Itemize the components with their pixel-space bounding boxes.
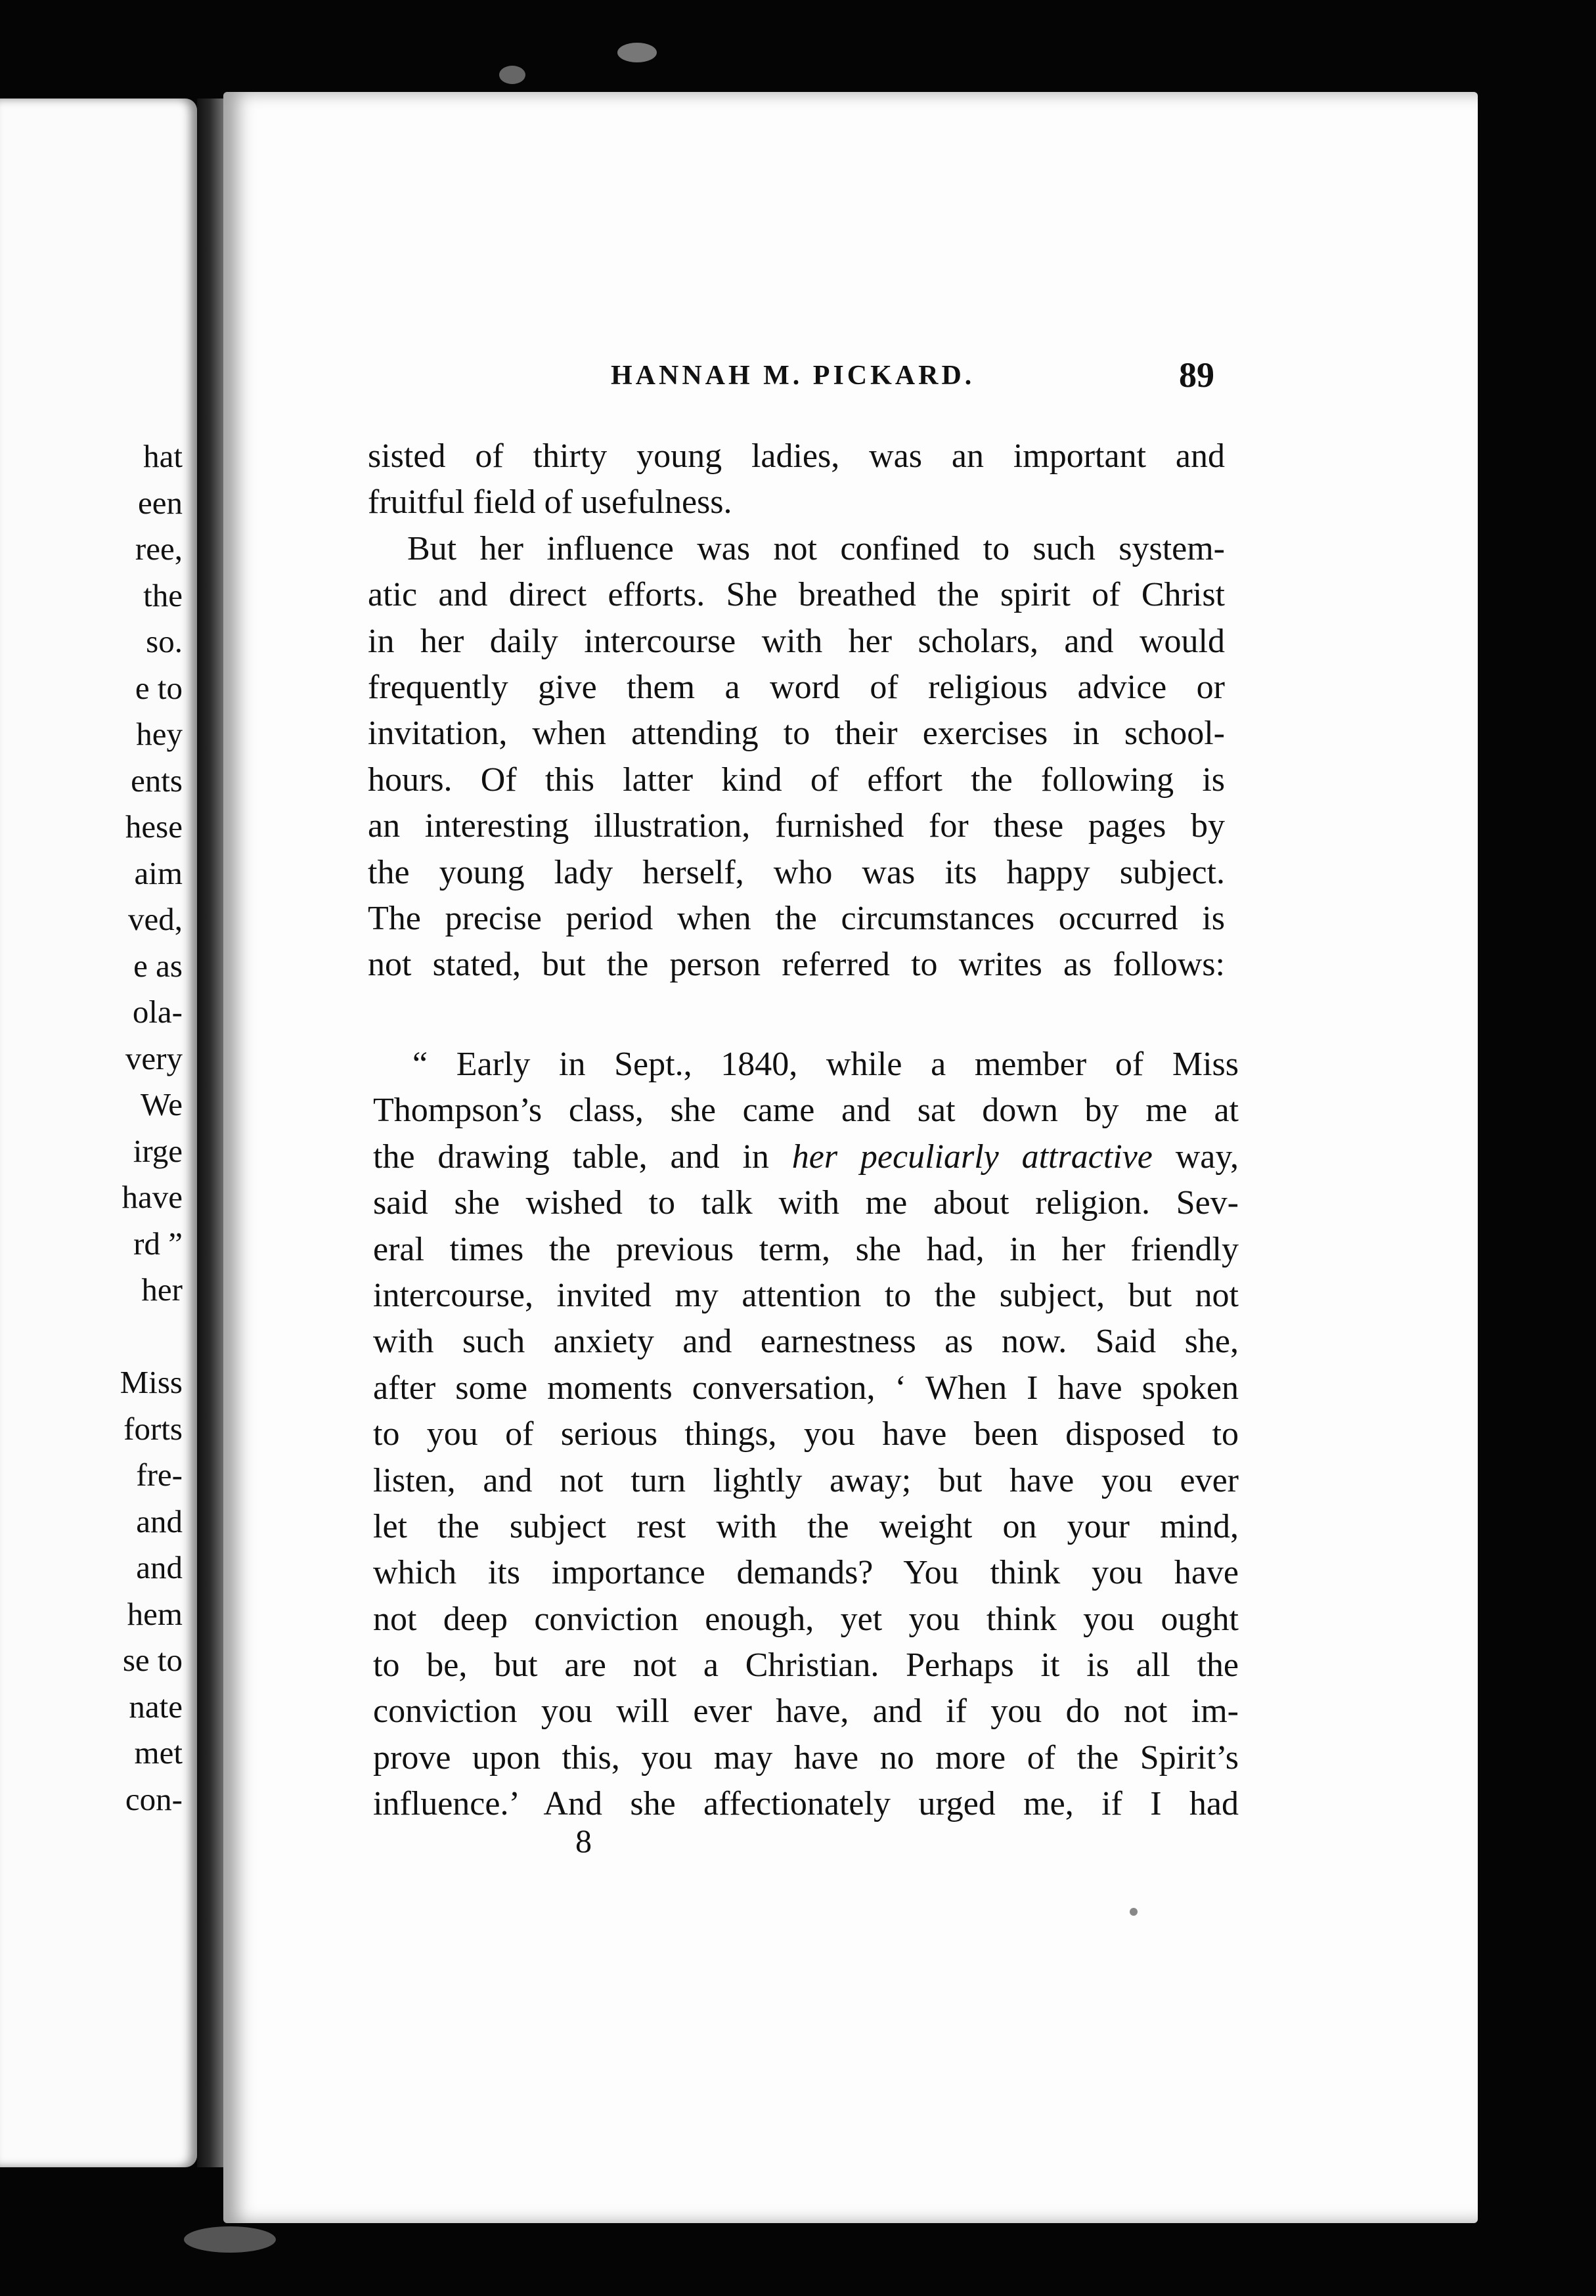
scan-speck — [499, 66, 525, 84]
text-line: invitation, when attending to their exercises in school- — [368, 715, 1225, 753]
text-line: to you of serious things, you have been disposed to — [373, 1415, 1239, 1453]
quoted-letter — [373, 1042, 1239, 1828]
page-number: 89 — [1179, 355, 1214, 395]
body-text — [368, 433, 1225, 988]
signature-mark: 8 — [575, 1822, 592, 1859]
facing-line: hat — [143, 438, 183, 474]
text-line: atic and direct efforts. She breathed the spirit of Christ — [368, 576, 1225, 614]
facing-line: Miss — [120, 1364, 183, 1400]
facing-line: forts — [123, 1410, 183, 1447]
scan-speck — [184, 2226, 276, 2253]
text-line: not deep conviction enough, yet you think you ought — [373, 1600, 1239, 1638]
facing-line: ree, — [135, 531, 183, 567]
facing-line: irge — [133, 1132, 183, 1169]
text-line: the young lady herself, who was its happy subject. — [368, 853, 1225, 891]
facing-line: hese — [125, 808, 183, 845]
text-line: said she wished to talk with me about religion. Sev- — [373, 1184, 1239, 1222]
text-line: prove upon this, you may have no more of the Spirit’s — [373, 1738, 1239, 1777]
facing-line: een — [138, 484, 183, 521]
text-line: But her influence was not confined to such system- — [407, 529, 1225, 567]
facing-page-text — [12, 433, 183, 1822]
text-line: conviction you will ever have, and if you do not im- — [373, 1692, 1239, 1731]
text-line: eral times the previous term, she had, in her friendly — [373, 1230, 1239, 1268]
facing-line: met — [134, 1734, 183, 1771]
facing-line: ved, — [128, 901, 183, 937]
facing-line: rd ” — [133, 1225, 183, 1262]
facing-line: have — [122, 1179, 183, 1215]
facing-line: and — [136, 1549, 183, 1585]
facing-line: con- — [125, 1780, 183, 1817]
facing-line: the — [143, 577, 183, 613]
text-line: sisted of thirty young ladies, was an important and — [368, 437, 1225, 475]
text-line: let the subject rest with the weight on your mind, — [373, 1507, 1239, 1545]
text-line: in her daily intercourse with her scholars, and would — [368, 622, 1225, 660]
text-line — [373, 1134, 1239, 1180]
scan-speck — [1130, 1908, 1138, 1916]
text-run: way, — [1152, 1137, 1239, 1176]
facing-line: hem — [127, 1595, 183, 1632]
facing-line: nate — [129, 1688, 183, 1725]
text-line: after some moments conversation, ‘ When I have spoken — [373, 1369, 1239, 1407]
text-line: listen, and not turn lightly away; but have you ever — [373, 1461, 1239, 1499]
text-line: fruitful field of usefulness. — [368, 483, 732, 521]
facing-line: so. — [146, 623, 183, 659]
facing-line: very — [125, 1040, 183, 1076]
text-line: “ Early in Sept., 1840, while a member of Miss — [412, 1046, 1239, 1083]
facing-line — [12, 1314, 183, 1360]
facing-line: her — [141, 1271, 183, 1308]
text-line: hours. Of this latter kind of effort the following is — [368, 761, 1225, 799]
facing-line: e as — [133, 947, 183, 984]
facing-page — [0, 99, 197, 2167]
facing-line: aim — [134, 854, 183, 891]
text-line: influence.’ And she affectionately urged me, if I had — [373, 1785, 1239, 1823]
facing-line: We — [140, 1086, 183, 1122]
text-run: the drawing table, and in — [373, 1137, 792, 1176]
text-line: which its importance demands? You think you have — [373, 1554, 1239, 1592]
facing-line: fre- — [136, 1457, 183, 1493]
facing-line: ents — [131, 762, 183, 799]
text-line: with such anxiety and earnestness as now. Said she, — [373, 1323, 1239, 1361]
text-line: The precise period when the circumstances occurred is — [368, 899, 1225, 937]
text-line: frequently give them a word of religious advice or — [368, 668, 1225, 706]
running-head: HANNAH M. PICKARD. — [611, 361, 975, 391]
facing-line: ola- — [132, 994, 183, 1030]
facing-line: and — [136, 1503, 183, 1539]
text-line: Thompson’s class, she came and sat down by me at — [373, 1092, 1239, 1130]
facing-line: se to — [122, 1642, 183, 1678]
facing-line: e to — [135, 669, 183, 706]
text-line: to be, but are not a Christian. Perhaps it is all the — [373, 1646, 1239, 1685]
facing-line: hey — [136, 716, 183, 752]
text-line: not stated, but the person referred to writes as follows: — [368, 946, 1225, 984]
text-line: an interesting illustration, furnished for these pages by — [368, 807, 1225, 845]
italic-phrase: her peculiarly attractive — [791, 1137, 1153, 1176]
text-line: intercourse, invited my attention to the subject, but not — [373, 1276, 1239, 1314]
scan-speck — [617, 43, 657, 62]
